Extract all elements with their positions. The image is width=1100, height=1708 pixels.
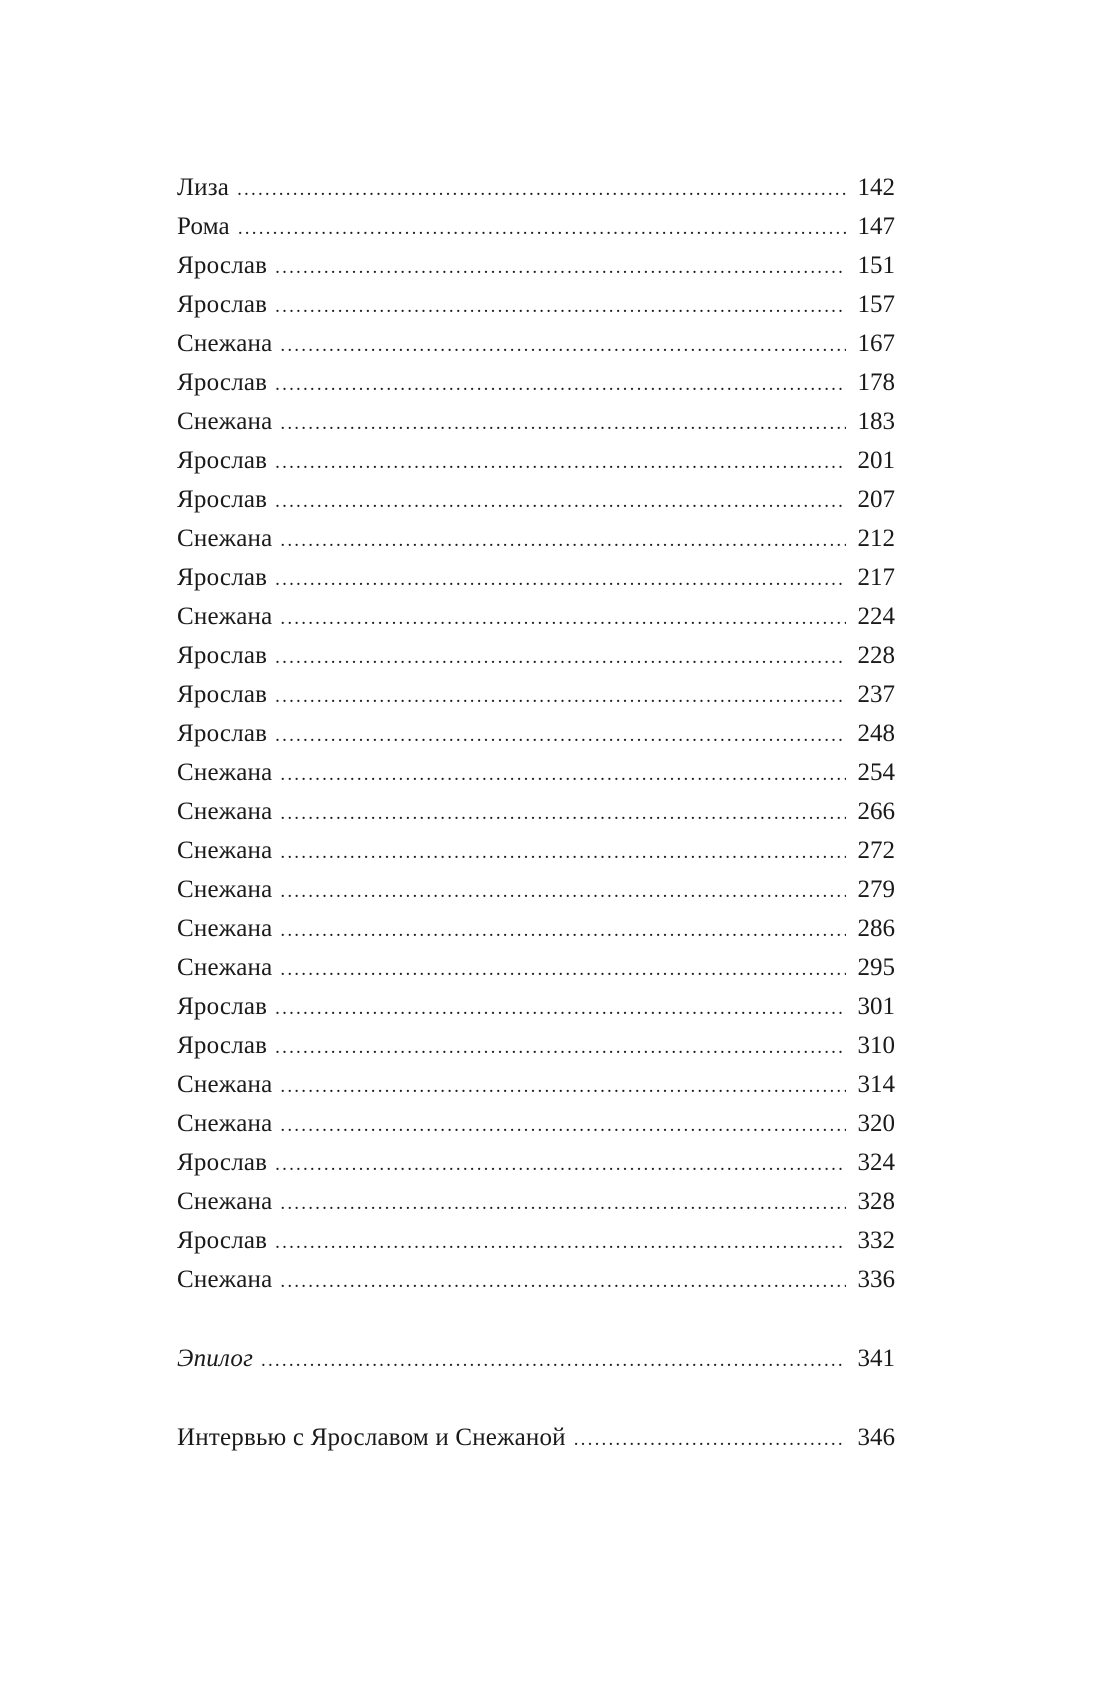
dot-leader xyxy=(275,1223,846,1262)
dot-leader xyxy=(280,1067,846,1106)
toc-entry-title: Ярослав xyxy=(177,447,268,474)
toc-entry-page: 328 xyxy=(857,1188,895,1215)
dot-leader xyxy=(280,1184,846,1223)
toc-entry-page: 248 xyxy=(857,720,895,747)
toc-entry-page: 314 xyxy=(857,1071,895,1098)
toc-entry xyxy=(177,363,895,402)
toc-entry-page: 147 xyxy=(857,213,895,240)
toc-entry xyxy=(177,831,895,870)
toc-entry-page: 295 xyxy=(857,954,895,981)
toc-entry-page: 266 xyxy=(857,798,895,825)
toc-entry-title: Эпилог xyxy=(177,1345,254,1372)
dot-leader xyxy=(280,833,846,872)
toc-entry-title: Ярослав xyxy=(177,1149,268,1176)
dot-leader xyxy=(280,872,846,911)
toc-entry xyxy=(177,870,895,909)
toc-entry-title: Ярослав xyxy=(177,1032,268,1059)
dot-leader xyxy=(280,1106,846,1145)
toc-entry-title: Снежана xyxy=(177,876,273,903)
dot-leader xyxy=(280,326,846,365)
toc-entry-page: 237 xyxy=(857,681,895,708)
toc-entry-title: Ярослав xyxy=(177,486,268,513)
toc-entry-title: Снежана xyxy=(177,525,273,552)
dot-leader xyxy=(280,794,846,833)
toc-entry-page: 217 xyxy=(857,564,895,591)
toc-entry-title: Снежана xyxy=(177,1110,273,1137)
toc-entry-page: 346 xyxy=(857,1424,895,1451)
toc-entry-page: 142 xyxy=(857,174,895,201)
toc-entry-page: 332 xyxy=(857,1227,895,1254)
dot-leader xyxy=(275,287,846,326)
section-spacer xyxy=(177,1378,895,1418)
toc-entry xyxy=(177,1143,895,1182)
toc-entry xyxy=(177,909,895,948)
toc-entry-page: 254 xyxy=(857,759,895,786)
toc-entry xyxy=(177,1026,895,1065)
toc-entry-page: 167 xyxy=(857,330,895,357)
toc-entry xyxy=(177,987,895,1026)
dot-leader xyxy=(280,1262,846,1301)
toc-entry-page: 324 xyxy=(857,1149,895,1176)
toc-entry xyxy=(177,324,895,363)
dot-leader xyxy=(275,1145,846,1184)
toc-entry-title: Ярослав xyxy=(177,642,268,669)
dot-leader xyxy=(574,1420,846,1459)
toc-entry xyxy=(177,1104,895,1143)
toc-entry-title: Снежана xyxy=(177,915,273,942)
toc-entry xyxy=(177,519,895,558)
toc-entry xyxy=(177,1260,895,1299)
toc-entry-page: 212 xyxy=(857,525,895,552)
toc-entry xyxy=(177,792,895,831)
toc-entry xyxy=(177,246,895,285)
section-spacer xyxy=(177,1299,895,1339)
toc-entry xyxy=(177,441,895,480)
toc-entry-page: 224 xyxy=(857,603,895,630)
toc-entry-page: 201 xyxy=(857,447,895,474)
toc-entry-page: 279 xyxy=(857,876,895,903)
toc-entry-title: Снежана xyxy=(177,759,273,786)
dot-leader xyxy=(275,989,846,1028)
toc-entry-title: Рома xyxy=(177,213,230,240)
toc-entry-page: 207 xyxy=(857,486,895,513)
toc-entry-title: Снежана xyxy=(177,798,273,825)
toc-entry xyxy=(177,636,895,675)
toc-entry-page: 310 xyxy=(857,1032,895,1059)
dot-leader xyxy=(275,638,846,677)
toc-entry-title: Снежана xyxy=(177,408,273,435)
dot-leader xyxy=(275,1028,846,1067)
toc-entry xyxy=(177,714,895,753)
toc-entry-page: 301 xyxy=(857,993,895,1020)
toc-entry xyxy=(177,675,895,714)
dot-leader xyxy=(237,170,846,209)
dot-leader xyxy=(275,443,846,482)
toc-entry-page: 183 xyxy=(857,408,895,435)
toc-entry-title: Ярослав xyxy=(177,291,268,318)
toc-entry-title: Лиза xyxy=(177,174,230,201)
toc-entry-title: Ярослав xyxy=(177,681,268,708)
toc-entry-title: Ярослав xyxy=(177,252,268,279)
toc-entry-title: Снежана xyxy=(177,1266,273,1293)
dot-leader xyxy=(275,716,846,755)
toc-entry-page: 151 xyxy=(857,252,895,279)
toc-entry-title: Ярослав xyxy=(177,1227,268,1254)
table-of-contents xyxy=(177,168,895,1457)
dot-leader xyxy=(280,599,846,638)
toc-entry-title: Ярослав xyxy=(177,993,268,1020)
toc-entry-page: 178 xyxy=(857,369,895,396)
toc-entry xyxy=(177,1065,895,1104)
toc-entry-title: Снежана xyxy=(177,1071,273,1098)
toc-entry-title: Ярослав xyxy=(177,720,268,747)
toc-entry xyxy=(177,948,895,987)
toc-entry xyxy=(177,402,895,441)
toc-entry-title: Интервью с Ярославом и Снежаной xyxy=(177,1424,566,1451)
toc-entry xyxy=(177,207,895,246)
toc-entry xyxy=(177,285,895,324)
toc-entry-page: 336 xyxy=(857,1266,895,1293)
toc-entry xyxy=(177,597,895,636)
toc-entry-title: Снежана xyxy=(177,330,273,357)
dot-leader xyxy=(238,209,846,248)
chapter-list xyxy=(177,168,895,1299)
toc-entry xyxy=(177,168,895,207)
dot-leader xyxy=(280,911,846,950)
toc-entry-title: Снежана xyxy=(177,954,273,981)
dot-leader xyxy=(275,248,846,287)
toc-entry-page: 286 xyxy=(857,915,895,942)
dot-leader xyxy=(275,365,846,404)
toc-entry xyxy=(177,1221,895,1260)
toc-entry-page: 272 xyxy=(857,837,895,864)
toc-entry xyxy=(177,753,895,792)
toc-entry-title: Снежана xyxy=(177,1188,273,1215)
toc-entry xyxy=(177,558,895,597)
dot-leader xyxy=(275,677,846,716)
dot-leader xyxy=(280,950,846,989)
toc-entry-page: 341 xyxy=(857,1345,895,1372)
dot-leader xyxy=(280,521,846,560)
dot-leader xyxy=(280,404,846,443)
toc-entry-page: 320 xyxy=(857,1110,895,1137)
toc-entry-title: Ярослав xyxy=(177,564,268,591)
toc-entry xyxy=(177,1182,895,1221)
dot-leader xyxy=(275,482,846,521)
toc-entry-title: Снежана xyxy=(177,837,273,864)
dot-leader xyxy=(280,755,846,794)
toc-entry-interview xyxy=(177,1418,895,1457)
toc-entry-title: Ярослав xyxy=(177,369,268,396)
dot-leader xyxy=(275,560,846,599)
toc-entry-page: 228 xyxy=(857,642,895,669)
toc-entry xyxy=(177,480,895,519)
dot-leader xyxy=(261,1341,846,1380)
toc-entry-page: 157 xyxy=(857,291,895,318)
toc-entry-epilogue xyxy=(177,1339,895,1378)
toc-entry-title: Снежана xyxy=(177,603,273,630)
